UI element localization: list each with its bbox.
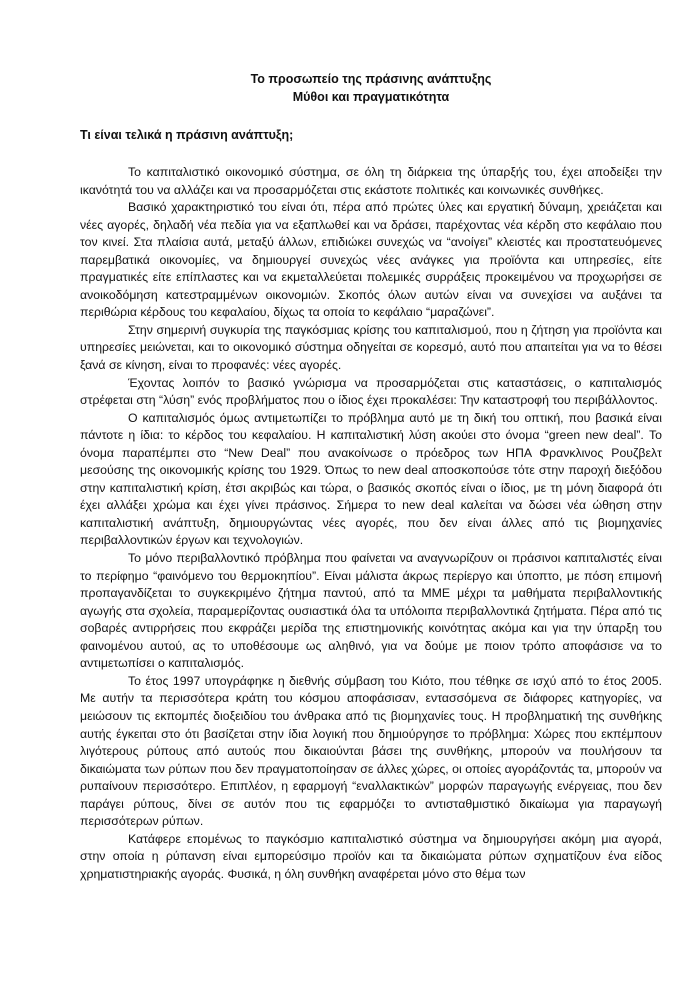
paragraph: Το έτος 1997 υπογράφηκε η διεθνής σύμβαση του Κιότο, που τέθηκε σε ισχύ από το έτος 2005. Με αυτήν τα περισσότερα κράτη του κόσμου αποφάσισαν, εντασσόμενα σε διάφορες κατηγορίες, να μειώσουν τις εκπομπές διοξειδίου του άνθρακα από τις βιομηχανίες τους. Η προβληματική της συνθήκης αυτής έγκειται στο ότι βασίζεται στην ίδια λογική που δημιούργησε το πρόβλημα: Χώρες που εκπέμπουν λιγότερους ρύπους από αυτούς που δικαιούνται βάσει της συνθήκης, μπορούν να πουλήσουν τα δικαιώματα των ρύπων που δεν πραγματοποίησαν σε άλλες χώρες, οι οποίες αγοράζοντάς τα, μπορούν να ρυπαίνουν περισσότερο. Επιπλέον, η εφαρμογή “εναλλακτικών” μορφών παραγωγής ενέργειας, που δεν παράγει ρύπους, δίνει σε αυτόν που τις εφαρμόζει το αντισταθμιστικό δικαίωμα για παραγωγή περισσότερων ρύπων. [80,673,662,829]
paragraph: Το μόνο περιβαλλοντικό πρόβλημα που φαίνεται να αναγνωρίζουν οι πράσινοι καπιταλιστές είναι το περίφημο “φαινόμενο του θερμοκηπίου”. Είναι μάλιστα άκρως περίεργο και ύποπτο, με πόση επιμονή προπαγανδίζεται το συγκεκριμένο ζήτημα παντού, από τα ΜΜΕ μέχρι τα μαθήματα περιβαλλοντικής αγωγής στα σχολεία, παραμερίζοντας ουσιαστικά όλα τα υπόλοιπα περιβαλλοντικά ζητήματα. Πέρα από τις σοβαρές αντιρρήσεις που εκφράζει μερίδα της επιστημονικής κοινότητας ακόμα και για την ύπαρξη του φαινομένου αυτού, ας το υποθέσουμε ως αληθινό, για να δούμε με ποιον τρόπο αποφάσισε να το αντιμετωπίσει ο καπιταλισμός. [80,551,662,671]
paragraph: Έχοντας λοιπόν το βασικό γνώρισμα να προσαρμόζεται στις καταστάσεις, ο καπιταλισμός στρέφεται στη “λύση” ενός προβλήματος που ο ίδιος έχει προκαλέσει: Την καταστροφή του περιβάλλοντος. [80,375,662,408]
document-title [80,70,662,106]
paragraph: Βασικό χαρακτηριστικό του είναι ότι, πέρα από πρώτες ύλες και εργατική δύναμη, χρειάζεται και νέες αγορές, δηλαδή νέα πεδία για να εξαπλωθεί και να δράσει, παρέχοντας νέα κέρδη στο κεφάλαιο που τον κινεί. Στα πλαίσια αυτά, μεταξύ άλλων, επιδιώκει συνεχώς να “ανοίγει” κλειστές και προστατευόμενες παρεμβατικά οικονομίες, να δημιουργεί συνεχώς νέες ανάγκες για προϊόντα και υπηρεσίες, είτε πραγματικές είτε επίπλαστες και να εκμεταλλεύεται πολεμικές συρράξεις προκειμένου να προχωρήσει σε ανοικοδόμηση κατεστραμμένων οικονομιών. Σκοπός όλων αυτών είναι να συνεχίσει να αυξάνει τα περιθώρια κέρδους του κεφαλαίου, δίχως τα οποία το κεφάλαιο “μαραζώνει”. [80,200,662,320]
body-text [80,164,662,883]
section-heading: Τι είναι τελικά η πράσινη ανάπτυξη; [80,128,294,142]
paragraph: Το καπιταλιστικό οικονομικό σύστημα, σε όλη τη διάρκεια της ύπαρξής του, έχει αποδείξει την ικανότητά του να αλλάζει και να προσαρμόζεται στις εκάστοτε πολιτικές και κοινωνικές συνθήκες. [80,165,662,197]
title-line-1: Το προσωπείο της πράσινης ανάπτυξης [250,72,492,86]
paragraph: Στην σημερινή συγκυρία της παγκόσμιας κρίσης του καπιταλισμού, που η ζήτηση για προϊόντα και υπηρεσίες μειώνεται, και το οικονομικό σύστημα οδηγείται σε κορεσμό, αυτό που απαιτείται για να το θέσει ξανά σε κίνηση, είναι το προφανές: νέες αγορές. [80,322,662,373]
paragraph: Ο καπιταλισμός όμως αντιμετωπίζει το πρόβλημα αυτό με τη δική του οπτική, που βασικά είναι πάντοτε η ίδια: το κέρδος του κεφαλαίου. Η καπιταλιστική λύση ακούει στο όνομα “green new deal”. Το όνομα παραπέμπει στο “New Deal” που ανακοίνωσε ο πρόεδρος των ΗΠΑ Φρανκλινος Ρουζβελτ μεσούσης της οικονομικής κρίσης του 1929. Όπως το new deal αποσκοπούσε τότε στην παροχή διεξόδου στην καπιταλιστική κρίση, έτσι ακριβώς και τώρα, ο βασικός σκοπός είναι ο ίδιος, με τη μόνη διαφορά ότι έχει αλλάξει χρώμα και έχει γίνει πράσινος. Σήμερα το new deal καλείται να δώσει νέα ώθηση στην καπιταλιστική ανάπτυξη, δημιουργώντας νέες αγορές, που δεν είναι άλλες από τις βιομηχανίες περιβαλλοντικών έργων και τεχνολογιών. [80,410,662,548]
paragraph: Κατάφερε επομένως το παγκόσμιο καπιταλιστικό σύστημα να δημιουργήσει ακόμη μια αγορά, στην οποία η ρύπανση είναι εμπορεύσιμο προϊόν και τα δικαιώματα ρύπων σχηματίζουν ένα είδος χρηματιστηριακής αγοράς. Φυσικά, η όλη συνθήκη αναφέρεται μόνο στο θέμα των [80,831,662,881]
title-line-2: Μύθοι και πραγματικότητα [292,90,450,104]
